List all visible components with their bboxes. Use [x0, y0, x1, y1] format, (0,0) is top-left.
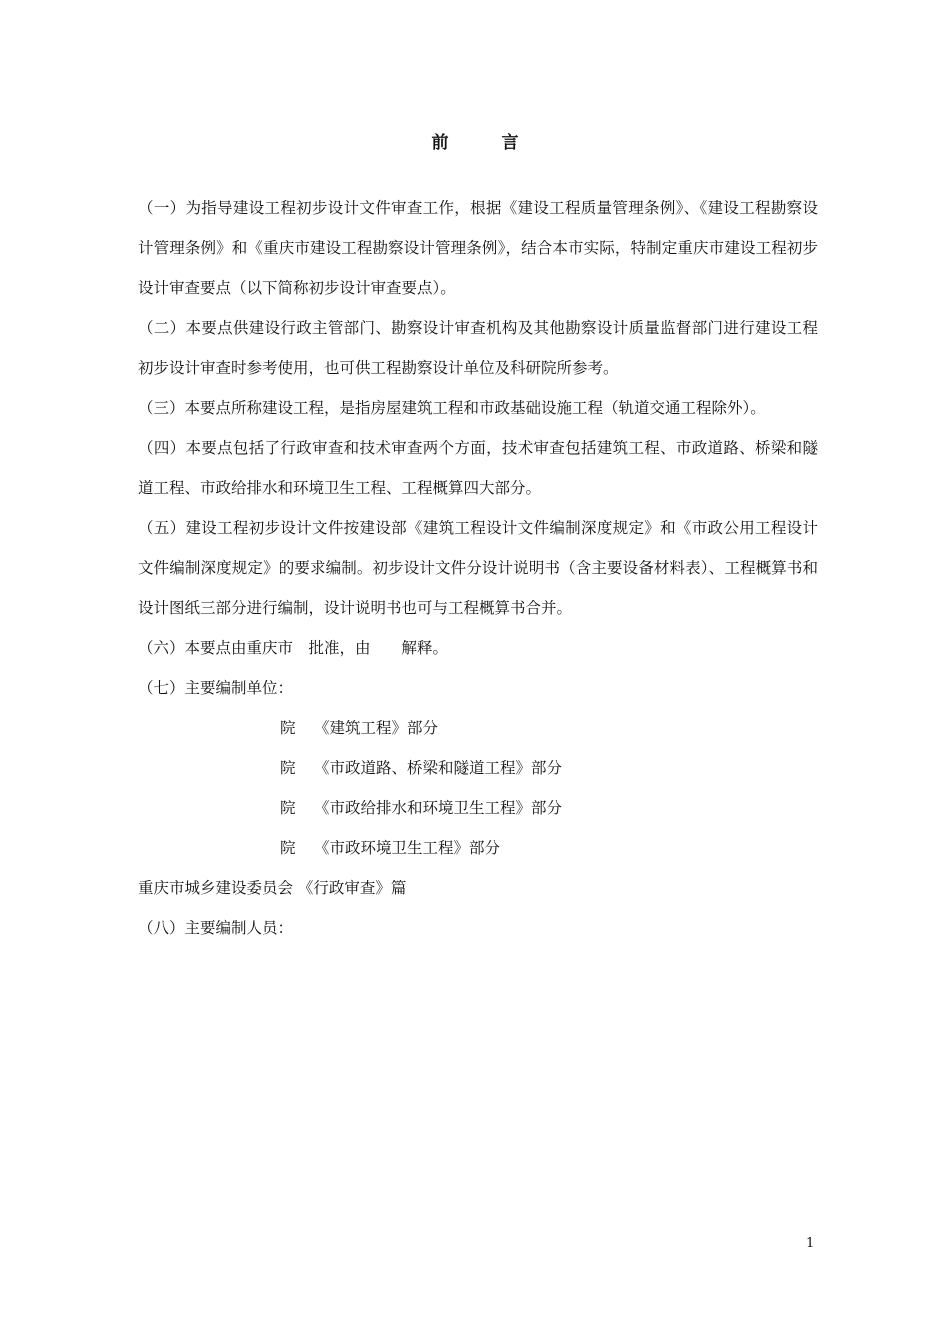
page-title: 前 言: [431, 133, 537, 153]
document-body: [138, 188, 818, 948]
unit-part: 《市政给排水和环境卫生工程》部分: [314, 799, 563, 817]
unit-institute: 院: [280, 719, 296, 737]
unit-item: [138, 788, 818, 828]
unit-item: [138, 708, 818, 748]
unit-item: [138, 828, 818, 868]
unit-part: 《市政环境卫生工程》部分: [314, 839, 501, 857]
staff-heading: （八）主要编制人员：: [138, 919, 294, 937]
unit-part: 《建筑工程》部分: [314, 719, 439, 737]
unit-item: [138, 748, 818, 788]
paragraph-6: （六）本要点由重庆市 批准，由 解释。: [138, 639, 449, 657]
unit-part: 《市政道路、桥梁和隧道工程》部分: [314, 759, 563, 777]
unit-institute: 院: [280, 799, 296, 817]
committee-line: 重庆市城乡建设委员会 《行政审查》篇: [138, 879, 407, 897]
paragraph-1: （一）为指导建设工程初步设计文件审查工作，根据《建设工程质量管理条例》、《建设工程勘察设计管理条例》和《重庆市建设工程勘察设计管理条例》，结合本市实际，特制定重庆市建设工程初步设计审查要点（以下简称初步设计审查要点）。: [138, 199, 818, 297]
paragraph-4: （四）本要点包括了行政审查和技术审查两个方面，技术审查包括建筑工程、市政道路、桥梁和隧道工程、市政给排水和环境卫生工程、工程概算四大部分。: [138, 439, 818, 497]
unit-institute: 院: [280, 759, 296, 777]
paragraph-7: （七）主要编制单位：: [138, 679, 294, 697]
paragraph-5: （五）建设工程初步设计文件按建设部《建筑工程设计文件编制深度规定》和《市政公用工程设计文件编制深度规定》的要求编制。初步设计文件分设计说明书（含主要设备材料表）、工程概算书和设计图纸三部分进行编制，设计说明书也可与工程概算书合并。: [138, 519, 818, 617]
unit-institute: 院: [280, 839, 296, 857]
page-number: 1: [806, 1236, 815, 1251]
paragraph-2: （二）本要点供建设行政主管部门、勘察设计审查机构及其他勘察设计质量监督部门进行建设工程初步设计审查时参考使用，也可供工程勘察设计单位及科研院所参考。: [138, 319, 818, 377]
paragraph-3: （三）本要点所称建设工程，是指房屋建筑工程和市政基础设施工程（轨道交通工程除外）。: [138, 399, 766, 417]
